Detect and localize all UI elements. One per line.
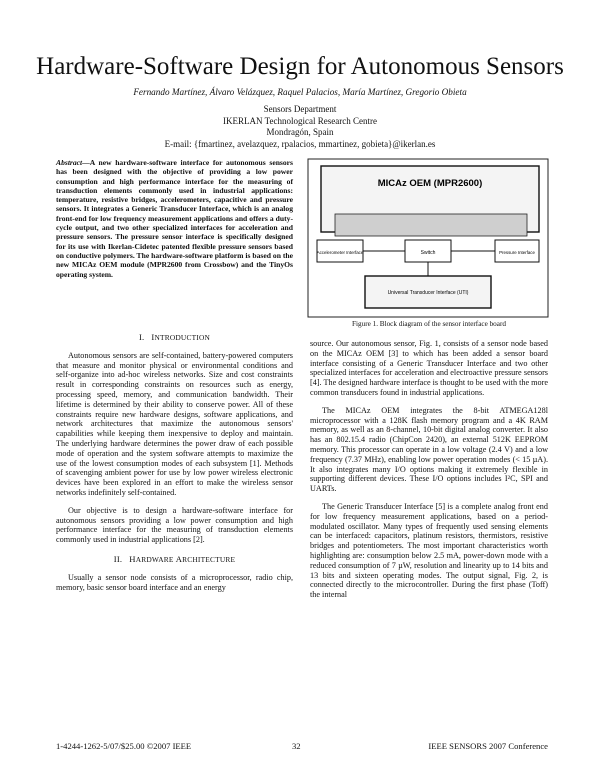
bus-connector <box>335 214 527 236</box>
intro-paragraph-2: Our objective is to design a hardware-software interface for autonomous sensors providing a low power consumption and high performance interface for the measuring of transduction elements commonly used in industrial applications [2]. <box>56 505 293 545</box>
author-list: Fernando Martínez, Álvaro Velázquez, Raquel Palacios, María Martínez, Gregorio Obieta <box>133 87 467 97</box>
section-title-initial: I <box>151 332 155 342</box>
section-title-rest: NTRODUCTION <box>154 333 211 342</box>
right-column-body <box>310 339 548 608</box>
figure-caption: Figure 1. Block diagram of the sensor interface board <box>352 320 506 328</box>
affiliation-email: E-mail: {fmartinez, avelazquez, rpalacios, mmartinez, gobieta}@ikerlan.es <box>164 138 436 149</box>
section-heading-hardware <box>56 555 293 565</box>
hardware-paragraph-1: Usually a sensor node consists of a microprocessor, radio chip, memory, basic sensor board interface and an energy <box>56 572 293 592</box>
footer-conference: IEEE SENSORS 2007 Conference <box>428 741 548 751</box>
affiliation-dept: Sensors Department <box>263 104 337 114</box>
affiliation-city: Mondragón, Spain <box>266 127 334 137</box>
footer-page-number: 32 <box>292 741 301 751</box>
abstract-text: —A new hardware-software interface for autonomous sensors has been designed with the objective of providing a low power consumption and high performance interface for the measuring of transduction elements commonly used in industrial applications: temperature, resistive bridges, accelerometers, capacitive and pressure sensors. It integrates a Generic Transducer Interface, which is an analog front-end for low frequency measurement applications and offers a duty-cycle output, and two other specialized interfaces for acceleration and pressure sensors. The pressure sensor interface is specifically designed for its use with Ikerlan-Cidetec patented flexible pressure sensors based on conductive polymers. The hardware-software platform is based on the new MICAz OEM module (MPR2600 from Crossbow) and the TinyOs operating system. <box>56 158 293 279</box>
section-heading-introduction <box>56 333 293 343</box>
pressure-label: Pressure Interface <box>499 250 535 255</box>
hardware-paragraph-2: The MICAz OEM integrates the 8-bit ATMEGA128l microprocessor with a 128K flash memory program and a 4K RAM memory, as well as an 8-channel, 10-bit digital analog converter. It also has an 802.15.4 radio (ChipCon 2420), an external 512K EEPROM memory. This processor can operate in a low voltage (2.4 V) and a low frequency (7.37 MHz), enabling low power operation modes (< 15 µA). It also integrates many I/O options making it extremely flexible in supporting different devices. These I/O options includes I²C, SPI and UARTs. <box>310 405 548 494</box>
uti-label: Universal Transducer Interface (UTI) <box>387 290 469 296</box>
intro-paragraph-1: Autonomous sensors are self-contained, battery-powered computers that measure and monitor physical or environmental conditions and self-organize into ad-hoc wireless networks. Size and cost constraints result in corresponding constraints on resources such as energy, processing speed, memory, and communication bandwidth. Their lifetime is determined by their ability to conserve power. All of these constraints require new hardware designs, software applications, and network architectures that maximize the autonomous sensors' capabilities while keeping them inexpensive to deploy and maintain. The underlying hardware determines the power draw of each possible mode of operation and the system software attempts to maximize the use of the lowest consumption modes of each subsystem [1]. Methods of scavenging ambient power for use by low power wireless electronic devices have been explored in an effort to make the wireless sensor networks indefinitely self-contained. <box>56 350 293 497</box>
affiliation-org: IKERLAN Technological Research Centre <box>223 115 377 126</box>
section-title-rest: RCHITECTURE <box>182 554 236 564</box>
figure-block-diagram <box>307 158 549 318</box>
accelerometer-label: Accelerometer Interface <box>316 250 364 255</box>
paper-title: Hardware-Software Design for Autonomous Sensors <box>36 53 564 80</box>
section-title-initial: H <box>129 553 136 564</box>
section-title-mid: ARDWARE <box>135 554 176 564</box>
abstract <box>56 158 293 279</box>
switch-label: Switch <box>420 250 436 256</box>
abstract-label: Abstract <box>56 158 83 167</box>
section-number: I. <box>138 332 145 342</box>
hardware-paragraph-1-continued: source. Our autonomous sensor, Fig. 1, consists of a sensor node based on the MICAz OEM [3] to which has been added a sensor board interface consisting of a Generic Transducer Interface and two other specialized interfaces for acceleration and electroactive pressure sensors [4]. The designed hardware interface is thought to be used with the more common transducers found in industrial applications. <box>310 339 548 397</box>
affiliation-block <box>0 104 600 150</box>
hardware-paragraph-3: The Generic Transducer Interface [5] is a complete analog front end for low frequency measurement applications, based on a period-modulated oscillator. Many types of frequently used sensing elements can be interfaced: capacitors, platinum resistors, thermistors, resistive bridges and potentiometers. The most important characteristics worth highlighting are: consumption below 2.5 mA, power-down mode with a reduced consumption of 7 µW, resolution and linearity up to 14 bits and 13 bits and sixteen operating modes. The output signal, Fig. 2, is connected directly to the microcontroller. During the first phase (Toff) the internal <box>310 501 548 600</box>
section-title-initial-2: A <box>175 553 183 564</box>
footer-copyright: 1-4244-1262-5/07/$25.00 ©2007 IEEE <box>56 741 192 751</box>
section-number: II. <box>113 553 123 564</box>
micaz-label: MICAz OEM (MPR2600) <box>377 178 483 189</box>
left-column-body <box>56 333 293 600</box>
